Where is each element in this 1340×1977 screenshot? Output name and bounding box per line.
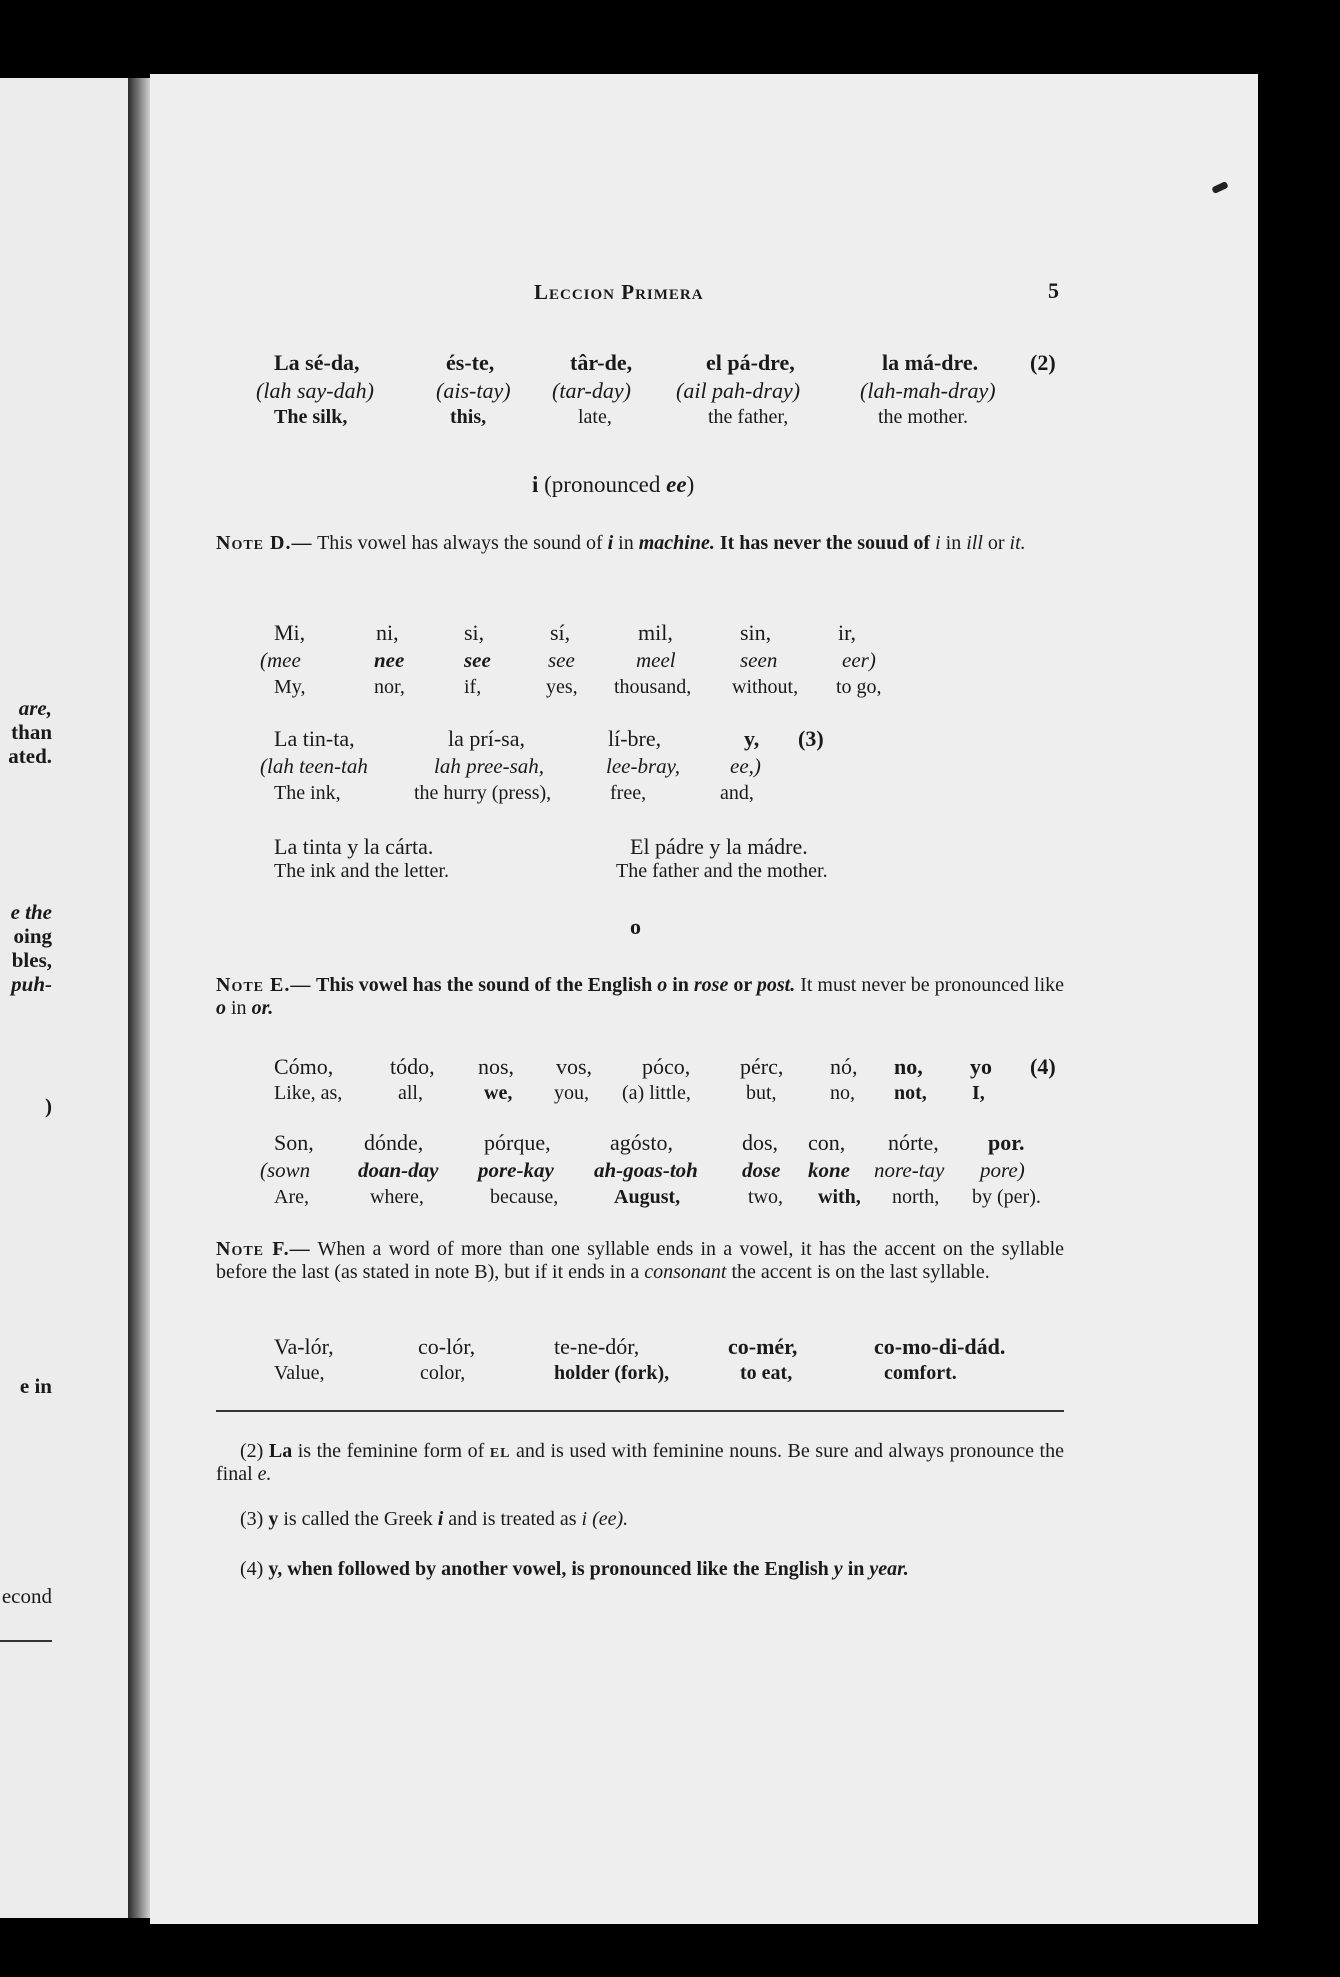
pronunciation: (lah teen-tah <box>260 754 368 778</box>
spanish-word: Mi, <box>274 620 306 645</box>
spanish-word: Son, <box>274 1130 314 1155</box>
ink-mark <box>1211 181 1228 194</box>
note-f: Note F.— When a word of more than one syllable ends in a vowel, it has the accent on the syllable before the last (as stated in note B), but if it ends in a consonant the accent is on the last syllable. <box>216 1238 1065 1283</box>
footnote-4: (4) y, when followed by another vowel, is pronounced like the English y in year. <box>240 1558 909 1580</box>
spanish-word: te-ne-dór, <box>554 1334 640 1359</box>
spanish-word: si, <box>464 620 485 645</box>
left-fragment-text: e the <box>10 900 52 924</box>
pronunciation: doan-day <box>358 1158 439 1182</box>
spanish-word: vos, <box>556 1054 593 1079</box>
spanish-word: agósto, <box>610 1130 673 1155</box>
spanish-word: és-te, <box>446 350 495 375</box>
english-word: you, <box>554 1082 589 1104</box>
english-word: with, <box>818 1186 861 1208</box>
pronunciation: (mee <box>260 648 301 672</box>
spanish-word: lí-bre, <box>608 726 662 751</box>
english-word: to go, <box>836 676 882 698</box>
english-word: this, <box>450 406 487 428</box>
note-d: Note D.— This vowel has always the sound of i in machine. It has never the souud of i in ill or it. <box>216 532 1026 554</box>
section-heading-o: o <box>630 914 641 939</box>
spanish-word: y, <box>744 726 760 751</box>
pronunciation: lah pree-sah, <box>434 754 545 778</box>
english-word: to eat, <box>740 1362 793 1384</box>
english-sentence: The father and the mother. <box>616 860 828 882</box>
english-word: color, <box>420 1362 466 1384</box>
pronunciation: pore) <box>980 1158 1025 1182</box>
spanish-word: dos, <box>742 1130 779 1155</box>
english-word: the mother. <box>878 406 968 428</box>
spanish-word: pérc, <box>740 1054 784 1079</box>
english-word: comfort. <box>884 1362 957 1384</box>
spanish-word: ir, <box>838 620 857 645</box>
pronunciation: (lah say-dah) <box>256 378 374 403</box>
pronunciation: ee,) <box>730 754 761 778</box>
english-word: yes, <box>546 676 578 698</box>
spanish-word: co-lór, <box>418 1334 476 1359</box>
english-word: north, <box>892 1186 940 1208</box>
english-word: Are, <box>274 1186 309 1208</box>
english-word: but, <box>746 1082 777 1104</box>
english-word: The ink, <box>274 782 341 804</box>
pronunciation: see <box>464 648 491 672</box>
pronunciation: (lah-mah-dray) <box>860 378 996 403</box>
spanish-word: póco, <box>642 1054 691 1079</box>
pronunciation: nore-tay <box>874 1158 945 1182</box>
english-word: August, <box>614 1186 681 1208</box>
spanish-word: la prí-sa, <box>448 726 525 751</box>
english-word: we, <box>484 1082 513 1104</box>
pronunciation: eer) <box>842 648 876 672</box>
left-fragment-text: ated. <box>8 744 52 768</box>
english-word: all, <box>398 1082 423 1104</box>
footnote-reference: (2) <box>1030 350 1056 375</box>
spanish-word: la má-dre. <box>882 350 979 375</box>
left-page-rule <box>0 1640 52 1642</box>
spanish-word: nos, <box>478 1054 515 1079</box>
left-fragment-text: econd <box>1 1584 52 1608</box>
spanish-word: dónde, <box>364 1130 424 1155</box>
english-word: Value, <box>274 1362 325 1384</box>
spanish-word: co-mo-di-dád. <box>874 1334 1006 1359</box>
english-word: I, <box>972 1082 985 1104</box>
left-fragment-text: puh- <box>11 972 52 996</box>
english-word: holder (fork), <box>554 1362 670 1384</box>
spanish-word: La sé-da, <box>274 350 360 375</box>
spanish-word: Cómo, <box>274 1054 334 1079</box>
left-fragment-text: bles, <box>11 948 52 972</box>
spanish-word: mil, <box>638 620 673 645</box>
spanish-word: sí, <box>550 620 571 645</box>
english-word: The silk, <box>274 406 348 428</box>
running-header: Leccion Primera <box>534 280 704 304</box>
english-sentence: The ink and the letter. <box>274 860 449 882</box>
english-word: where, <box>370 1186 424 1208</box>
left-fragment-text: than <box>11 720 52 744</box>
spanish-sentence: El pádre y la mádre. <box>630 834 808 859</box>
footnote-separator <box>216 1410 1064 1412</box>
spanish-word: nó, <box>830 1054 858 1079</box>
page-number: 5 <box>1048 278 1059 303</box>
english-word: and, <box>720 782 754 804</box>
english-word: the hurry (press), <box>414 782 552 804</box>
spanish-word: no, <box>894 1054 923 1079</box>
section-heading-i: i (pronounced ee) <box>532 472 695 497</box>
english-word: two, <box>748 1186 783 1208</box>
footnote-2: (2) La is the feminine form of el and is used with feminine nouns. Be sure and always pronounce the final e. <box>216 1440 1064 1485</box>
spanish-word: tódo, <box>390 1054 435 1079</box>
pronunciation: kone <box>808 1158 850 1182</box>
spanish-word: sin, <box>740 620 772 645</box>
pronunciation: pore-kay <box>478 1158 554 1182</box>
spanish-word: Va-lór, <box>274 1334 334 1359</box>
spanish-word: nórte, <box>888 1130 939 1155</box>
pronunciation: meel <box>636 648 676 672</box>
left-fragment-text: are, <box>18 696 52 720</box>
english-word: My, <box>274 676 306 698</box>
english-word: free, <box>610 782 647 804</box>
english-word: Like, as, <box>274 1082 343 1104</box>
english-word: the father, <box>708 406 789 428</box>
pronunciation: dose <box>742 1158 781 1182</box>
pronunciation: see <box>548 648 575 672</box>
pronunciation: lee-bray, <box>606 754 681 778</box>
left-fragment-text: e in <box>19 1374 52 1398</box>
spanish-word: ni, <box>376 620 399 645</box>
spanish-word: La tin-ta, <box>274 726 355 751</box>
pronunciation: (ais-tay) <box>436 378 511 403</box>
pronunciation: ah-goas-toh <box>594 1158 698 1182</box>
left-fragment-text: ) <box>45 1094 52 1118</box>
left-fragment-text: oing <box>13 924 52 948</box>
english-word: not, <box>894 1082 927 1104</box>
spanish-word: târ-de, <box>570 350 633 375</box>
spanish-word: el pá-dre, <box>706 350 795 375</box>
footnote-reference: (3) <box>798 726 824 751</box>
english-word: without, <box>732 676 799 698</box>
pronunciation: nee <box>374 648 405 672</box>
english-word: (a) little, <box>622 1082 691 1104</box>
spanish-word: por. <box>988 1130 1025 1155</box>
english-word: by (per). <box>972 1186 1041 1208</box>
pronunciation: (sown <box>260 1158 311 1182</box>
note-e: Note E.— This vowel has the sound of the English o in rose or post. It must never be pronounced like o in or. <box>216 974 1065 1019</box>
spanish-word: yo <box>970 1054 992 1079</box>
english-word: nor, <box>374 676 405 698</box>
spanish-word: con, <box>808 1130 846 1155</box>
english-word: thousand, <box>614 676 692 698</box>
english-word: because, <box>490 1186 559 1208</box>
pronunciation: seen <box>740 648 778 672</box>
english-word: late, <box>578 406 612 428</box>
spanish-word: pórque, <box>484 1130 551 1155</box>
english-word: if, <box>464 676 482 698</box>
english-word: no, <box>830 1082 855 1104</box>
pronunciation: (ail pah-dray) <box>676 378 801 403</box>
footnote-3: (3) y is called the Greek i and is treated as i (ee). <box>240 1508 629 1530</box>
spanish-word: co-mér, <box>728 1334 798 1359</box>
left-page-fragment <box>0 78 140 1918</box>
pronunciation: (tar-day) <box>552 378 631 403</box>
footnote-reference: (4) <box>1030 1054 1056 1079</box>
spanish-sentence: La tinta y la cárta. <box>274 834 434 859</box>
